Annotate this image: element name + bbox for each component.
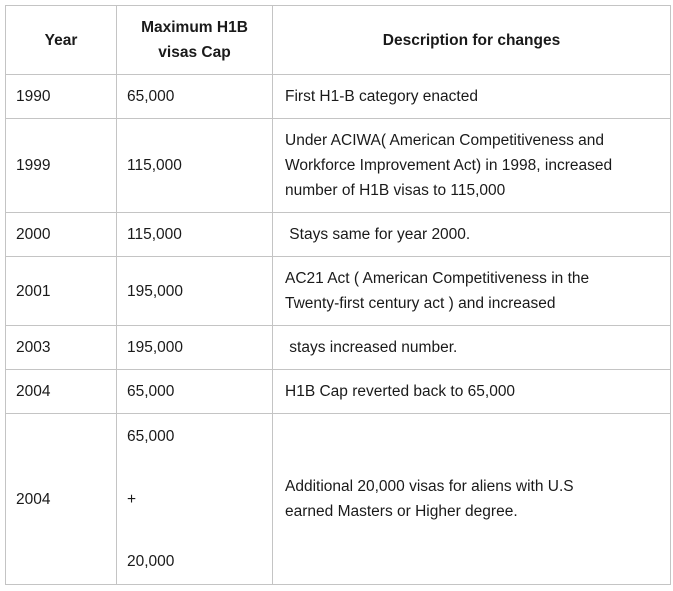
header-cap-line2: visas Cap <box>158 44 231 61</box>
table-row <box>6 414 671 585</box>
cell-cap: 115,000 <box>117 213 273 257</box>
cell-year: 1999 <box>6 119 117 213</box>
table-row <box>6 75 671 119</box>
table-row <box>6 326 671 370</box>
h1b-cap-table <box>5 5 671 585</box>
table-row <box>6 213 671 257</box>
cell-description <box>273 414 671 585</box>
cell-description <box>273 257 671 326</box>
cell-cap: 65,000 <box>117 75 273 119</box>
table-row <box>6 119 671 213</box>
header-description: Description for changes <box>273 6 671 75</box>
cell-year: 2001 <box>6 257 117 326</box>
cell-year: 2004 <box>6 370 117 414</box>
cell-cap: 195,000 <box>117 257 273 326</box>
cap-part: 20,000 <box>127 553 175 570</box>
cell-description <box>273 119 671 213</box>
cell-year: 2004 <box>6 414 117 585</box>
description-line: AC21 Act ( American Competitiveness in the <box>285 270 590 287</box>
cell-description: H1B Cap reverted back to 65,000 <box>273 370 671 414</box>
description-line: Twenty-first century act ) and increased <box>285 295 556 312</box>
description-line: Under ACIWA( American Competitiveness and <box>285 132 605 149</box>
table-row <box>6 370 671 414</box>
cell-description: Stays same for year 2000. <box>273 213 671 257</box>
header-year: Year <box>6 6 117 75</box>
cell-year: 1990 <box>6 75 117 119</box>
description-line: Additional 20,000 visas for aliens with U.S <box>285 478 574 495</box>
cell-description: First H1-B category enacted <box>273 75 671 119</box>
cap-stack <box>127 424 262 574</box>
header-cap-line1: Maximum H1B <box>141 19 248 36</box>
cap-part-plus: + <box>127 490 137 508</box>
header-cap <box>117 6 273 75</box>
table-row <box>6 257 671 326</box>
table-header-row <box>6 6 671 75</box>
cell-year: 2003 <box>6 326 117 370</box>
description-line: Workforce Improvement Act) in 1998, increased <box>285 157 613 174</box>
cap-part: 65,000 <box>127 428 175 445</box>
cell-cap: 195,000 <box>117 326 273 370</box>
cell-cap: 115,000 <box>117 119 273 213</box>
cell-description: stays increased number. <box>273 326 671 370</box>
cell-year: 2000 <box>6 213 117 257</box>
description-line: earned Masters or Higher degree. <box>285 503 518 520</box>
description-line: number of H1B visas to 115,000 <box>285 182 506 199</box>
cell-cap: 65,000 <box>117 370 273 414</box>
cell-cap <box>117 414 273 585</box>
